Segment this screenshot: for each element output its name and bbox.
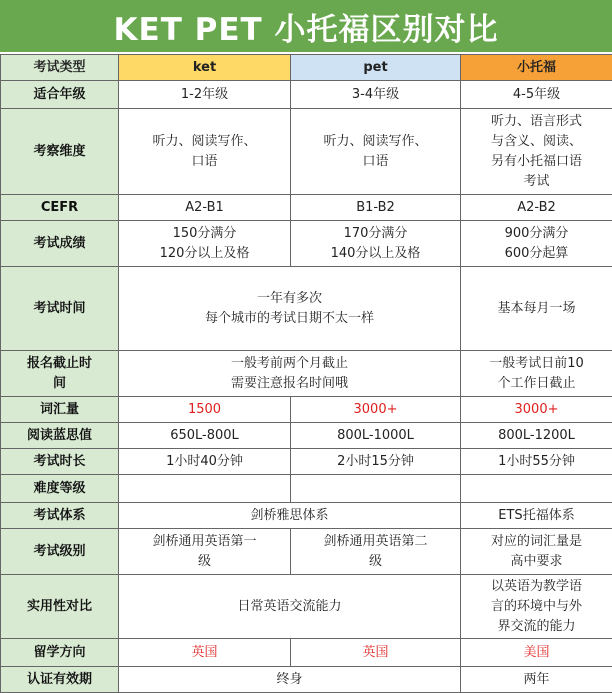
cell-time-toefl: 基本每月一场 bbox=[461, 267, 612, 351]
cell-line: 考试 bbox=[465, 172, 608, 192]
cell-system-ketpet: 剑桥雅思体系 bbox=[119, 503, 461, 529]
cell-difficulty-pet bbox=[291, 475, 461, 503]
cell-line: 界交流的能力 bbox=[465, 617, 608, 637]
table-row bbox=[1, 195, 612, 221]
table-row bbox=[1, 639, 612, 667]
cell-line: 口语 bbox=[123, 152, 286, 172]
cell-dimension-pet bbox=[291, 109, 461, 195]
header-toefl: 小托福 bbox=[461, 55, 612, 81]
cell-line: 剑桥通用英语第二 bbox=[295, 532, 456, 552]
cell-age-ket: 1-2年级 bbox=[119, 81, 291, 109]
row-label-system: 考试体系 bbox=[1, 503, 119, 529]
table-row bbox=[1, 221, 612, 267]
header-ket: ket bbox=[119, 55, 291, 81]
row-label-score: 考试成绩 bbox=[1, 221, 119, 267]
cell-abroad-ket: 英国 bbox=[119, 639, 291, 667]
cell-lexile-ket: 650L-800L bbox=[119, 423, 291, 449]
cell-line: 口语 bbox=[295, 152, 456, 172]
cell-line: 900分满分 bbox=[465, 224, 608, 244]
table-row bbox=[1, 503, 612, 529]
cell-score-pet bbox=[291, 221, 461, 267]
cell-deadline-toefl bbox=[461, 351, 612, 397]
cell-line: 以英语为教学语 bbox=[465, 577, 608, 597]
cell-dimension-ket bbox=[119, 109, 291, 195]
cell-line: 需要注意报名时间哦 bbox=[123, 374, 456, 394]
cell-difficulty-ket bbox=[119, 475, 291, 503]
cell-line: 级 bbox=[295, 552, 456, 572]
cell-line: 另有小托福口语 bbox=[465, 152, 608, 172]
row-label-cefr: CEFR bbox=[1, 195, 119, 221]
comparison-table bbox=[0, 54, 612, 693]
table-row bbox=[1, 667, 612, 693]
table-row bbox=[1, 267, 612, 351]
cell-line: 150分满分 bbox=[123, 224, 286, 244]
row-label-duration: 考试时长 bbox=[1, 449, 119, 475]
cell-level-pet bbox=[291, 529, 461, 575]
header-pet: pet bbox=[291, 55, 461, 81]
cell-cefr-toefl: A2-B2 bbox=[461, 195, 612, 221]
cell-vocab-ket: 1500 bbox=[119, 397, 291, 423]
row-label-practical: 实用性对比 bbox=[1, 575, 119, 639]
header-label: 考试类型 bbox=[1, 55, 119, 81]
cell-duration-ket: 1小时40分钟 bbox=[119, 449, 291, 475]
row-label-vocab: 词汇量 bbox=[1, 397, 119, 423]
cell-score-toefl bbox=[461, 221, 612, 267]
row-label-dimension: 考察维度 bbox=[1, 109, 119, 195]
cell-line: 一般考前两个月截止 bbox=[123, 354, 456, 374]
cell-system-toefl: ETS托福体系 bbox=[461, 503, 612, 529]
row-label-age: 适合年级 bbox=[1, 81, 119, 109]
cell-line: 170分满分 bbox=[295, 224, 456, 244]
table-row bbox=[1, 81, 612, 109]
table-row bbox=[1, 351, 612, 397]
cell-deadline-ketpet bbox=[119, 351, 461, 397]
page-title: KET PET 小托福区别对比 bbox=[0, 0, 612, 52]
table-row bbox=[1, 529, 612, 575]
cell-line: 间 bbox=[5, 374, 114, 394]
cell-line: 听力、阅读写作、 bbox=[123, 132, 286, 152]
header-row bbox=[1, 55, 612, 81]
cell-line: 剑桥通用英语第一 bbox=[123, 532, 286, 552]
cell-cefr-ket: A2-B1 bbox=[119, 195, 291, 221]
cell-line: 600分起算 bbox=[465, 244, 608, 264]
cell-line: 一年有多次 bbox=[123, 289, 456, 309]
cell-cefr-pet: B1-B2 bbox=[291, 195, 461, 221]
cell-line: 个工作日截止 bbox=[465, 374, 608, 394]
cell-level-toefl bbox=[461, 529, 612, 575]
cell-difficulty-toefl bbox=[461, 475, 612, 503]
cell-line: 140分以上及格 bbox=[295, 244, 456, 264]
cell-validity-toefl: 两年 bbox=[461, 667, 612, 693]
cell-line: 听力、语言形式 bbox=[465, 112, 608, 132]
cell-time-ketpet bbox=[119, 267, 461, 351]
cell-practical-ketpet: 日常英语交流能力 bbox=[119, 575, 461, 639]
cell-line: 与含义、阅读、 bbox=[465, 132, 608, 152]
cell-age-toefl: 4-5年级 bbox=[461, 81, 612, 109]
cell-line: 级 bbox=[123, 552, 286, 572]
row-label-lexile: 阅读蓝思值 bbox=[1, 423, 119, 449]
row-label-level: 考试级别 bbox=[1, 529, 119, 575]
table-row bbox=[1, 397, 612, 423]
table-row bbox=[1, 423, 612, 449]
cell-practical-toefl bbox=[461, 575, 612, 639]
table-row bbox=[1, 449, 612, 475]
cell-lexile-pet: 800L-1000L bbox=[291, 423, 461, 449]
cell-line: 一般考试日前10 bbox=[465, 354, 608, 374]
cell-age-pet: 3-4年级 bbox=[291, 81, 461, 109]
table-row bbox=[1, 575, 612, 639]
cell-line: 听力、阅读写作、 bbox=[295, 132, 456, 152]
cell-duration-pet: 2小时15分钟 bbox=[291, 449, 461, 475]
cell-score-ket bbox=[119, 221, 291, 267]
row-label-abroad: 留学方向 bbox=[1, 639, 119, 667]
cell-line: 高中要求 bbox=[465, 552, 608, 572]
cell-lexile-toefl: 800L-1200L bbox=[461, 423, 612, 449]
cell-dimension-toefl bbox=[461, 109, 612, 195]
cell-level-ket bbox=[119, 529, 291, 575]
cell-vocab-pet: 3000+ bbox=[291, 397, 461, 423]
cell-line: 120分以上及格 bbox=[123, 244, 286, 264]
row-label-validity: 认证有效期 bbox=[1, 667, 119, 693]
cell-validity-ketpet: 终身 bbox=[119, 667, 461, 693]
cell-duration-toefl: 1小时55分钟 bbox=[461, 449, 612, 475]
row-label-difficulty: 难度等级 bbox=[1, 475, 119, 503]
cell-abroad-toefl: 美国 bbox=[461, 639, 612, 667]
cell-line: 言的环境中与外 bbox=[465, 597, 608, 617]
cell-line: 报名截止时 bbox=[5, 354, 114, 374]
table-row bbox=[1, 109, 612, 195]
row-label-time: 考试时间 bbox=[1, 267, 119, 351]
cell-line: 对应的词汇量是 bbox=[465, 532, 608, 552]
cell-abroad-pet: 英国 bbox=[291, 639, 461, 667]
cell-line: 每个城市的考试日期不太一样 bbox=[123, 309, 456, 329]
cell-vocab-toefl: 3000+ bbox=[461, 397, 612, 423]
row-label-deadline bbox=[1, 351, 119, 397]
table-row bbox=[1, 475, 612, 503]
